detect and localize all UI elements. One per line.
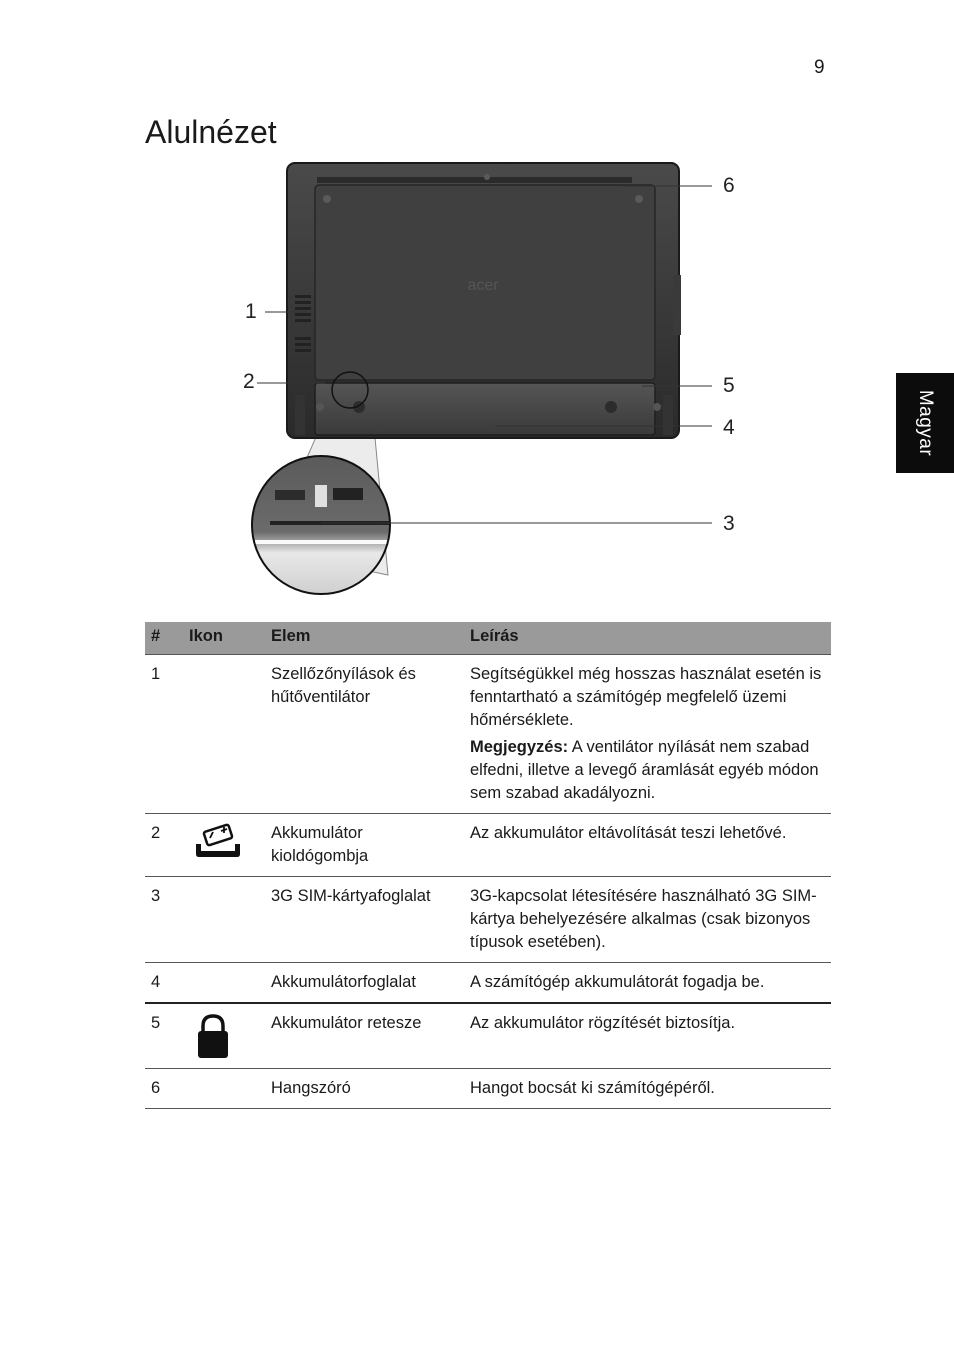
- callout-4: 4: [723, 416, 735, 439]
- page-number: 9: [814, 57, 825, 78]
- row-num: 1: [145, 655, 183, 814]
- language-side-tab-label: Magyar: [915, 389, 937, 457]
- row-icon: [183, 1069, 265, 1109]
- row-element: 3G SIM-kártyafoglalat: [265, 877, 464, 963]
- row-num: 3: [145, 877, 183, 963]
- row-description: Hangot bocsát ki számítógépéről.: [464, 1069, 831, 1109]
- row-element: Akkumulátor kioldógombja: [265, 814, 464, 877]
- row-icon: [183, 814, 265, 877]
- description-text: Segítségükkel még hosszas használat esetén is fenntartható a számítógép megfelelő üzemi hőmérséklete.: [470, 665, 822, 729]
- header-description: Leírás: [464, 622, 831, 655]
- row-num: 4: [145, 963, 183, 1004]
- callout-3: 3: [723, 512, 735, 535]
- callout-5: 5: [723, 374, 735, 397]
- callout-6: 6: [723, 174, 735, 197]
- header-element: Elem: [265, 622, 464, 655]
- table-row: [145, 655, 831, 814]
- row-element: Akkumulátorfoglalat: [265, 963, 464, 1004]
- header-num: #: [145, 622, 183, 655]
- row-icon: [183, 655, 265, 814]
- row-description: [464, 655, 831, 814]
- table-row: [145, 1069, 831, 1109]
- table-row: [145, 877, 831, 963]
- bottom-view-illustration: [145, 155, 835, 600]
- header-icon: Ikon: [183, 622, 265, 655]
- page-title: Alulnézet: [145, 114, 277, 150]
- table-header-row: [145, 622, 831, 655]
- table-row: [145, 1003, 831, 1069]
- brand-logo: acer: [467, 277, 499, 294]
- row-element: Hangszóró: [265, 1069, 464, 1109]
- row-num: 6: [145, 1069, 183, 1109]
- row-icon: [183, 877, 265, 963]
- battery-release-icon: [193, 822, 243, 860]
- row-num: 5: [145, 1003, 183, 1069]
- row-description: 3G-kapcsolat létesítésére használható 3G SIM-kártya behelyezésére alkalmas (csak bizonyos típusok esetében).: [464, 877, 831, 963]
- row-icon: [183, 963, 265, 1004]
- row-num: 2: [145, 814, 183, 877]
- callout-2: 2: [243, 370, 255, 393]
- lock-icon: [193, 1012, 233, 1060]
- row-description: A számítógép akkumulátorát fogadja be.: [464, 963, 831, 1004]
- language-side-tab: [896, 373, 954, 473]
- components-table: [145, 622, 831, 1109]
- row-element: Akkumulátor retesze: [265, 1003, 464, 1069]
- note-text: A ventilátor nyílását nem szabad elfedni, illetve a levegő áramlását egyéb módon sem szabad akadályozni.: [470, 738, 819, 802]
- note-label: Megjegyzés:: [470, 738, 569, 756]
- table-row: [145, 963, 831, 1004]
- row-element: Szellőzőnyílások és hűtőventilátor: [265, 655, 464, 814]
- row-icon: [183, 1003, 265, 1069]
- callout-1: 1: [245, 300, 257, 323]
- row-description: Az akkumulátor rögzítését biztosítja.: [464, 1003, 831, 1069]
- table-row: [145, 814, 831, 877]
- row-description: Az akkumulátor eltávolítását teszi lehetővé.: [464, 814, 831, 877]
- note: [470, 736, 825, 805]
